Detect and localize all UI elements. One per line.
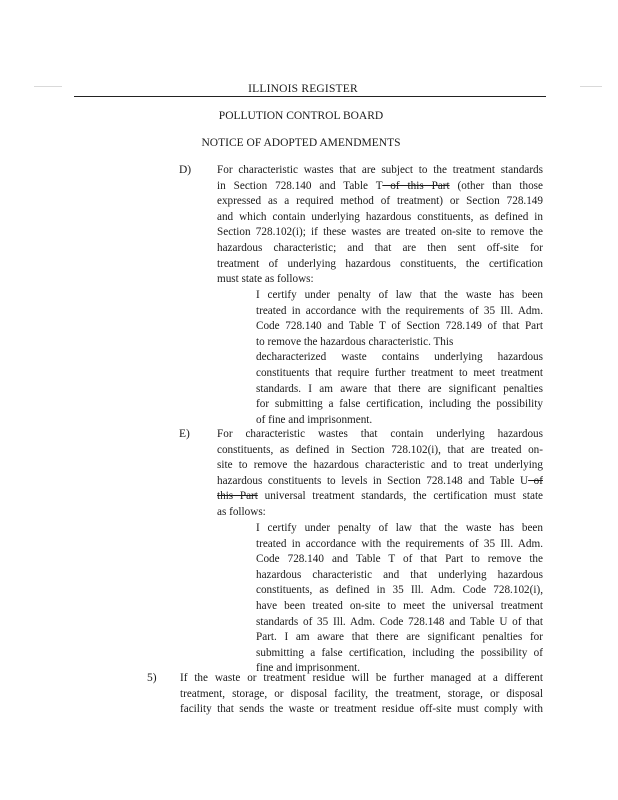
quote-line: to remove the hazardous characteristic. This: [256, 335, 454, 348]
item-d-line: must state as follows:: [217, 273, 314, 286]
item-d-certification: [256, 288, 543, 428]
deleted-text: of: [528, 474, 543, 487]
quote-line: hazardous characteristic and that underlying hazardous: [256, 568, 543, 581]
item-d-line: [217, 179, 543, 195]
item-d-label: D): [179, 164, 192, 176]
quote-line: Part. I am aware that there are significant penalties for: [256, 631, 543, 644]
quote-line: constituents that require further treatment to meet treatment: [256, 366, 543, 379]
item-e-certification: [256, 521, 543, 677]
item-5-label: 5): [147, 672, 157, 684]
header-rule: [74, 96, 546, 97]
item-d-line-text: in Section 728.140 and Table T: [217, 179, 383, 192]
item-e-paragraph: [217, 427, 543, 521]
quote-line: submitting a false certification, including the possibility of: [256, 646, 543, 659]
quote-line: have been treated on-site to meet the universal treatment: [256, 599, 543, 612]
item-d-line: treatment of underlying hazardous constituents, the certification: [217, 257, 543, 270]
item-d-line: and which contain underlying hazardous constituents, as defined in: [217, 210, 543, 223]
item-d-paragraph: [217, 163, 543, 288]
item-e-line: For characteristic wastes that contain underlying hazardous: [217, 428, 543, 440]
item-e-label: E): [179, 428, 190, 440]
item-e-line: constituents, as defined in Section 728.102(i), that are treated on-: [217, 443, 543, 456]
quote-line: Code 728.140 and Table T of that Part to remove the: [256, 553, 543, 566]
item-e-line: [217, 474, 543, 490]
quote-line: treated in accordance with the requirements of 35 Ill. Adm.: [256, 304, 543, 317]
item-d-line: Section 728.102(i); if these wastes are treated on-site to remove the: [217, 226, 543, 239]
quote-line: of fine and imprisonment.: [256, 413, 373, 426]
item-e-line-text: hazardous constituents to levels in Section 728.148 and Table U: [217, 474, 529, 487]
quote-line: standards. I am aware that there are significant penalties: [256, 382, 543, 395]
item-e-line: [217, 489, 543, 505]
quote-line: standards of 35 Ill. Adm. Code 728.148 and Table U of that: [256, 615, 543, 628]
item-e-line-text: universal treatment standards, the certification must state: [264, 490, 544, 503]
quote-line: I certify under penalty of law that the waste has been: [256, 289, 543, 301]
quote-line: Code 728.140 and Table T of Section 728.149 of that Part: [256, 320, 543, 333]
item-d-line: hazardous characteristic; and that are then sent off-site for: [217, 241, 543, 254]
item-e-line: site to remove the hazardous characteristic and to treat underlying: [217, 459, 543, 472]
quote-line: constituents, as defined in 35 Ill. Adm. Code 728.102(i),: [256, 584, 543, 597]
notice-title: NOTICE OF ADOPTED AMENDMENTS: [201, 137, 401, 149]
quote-line: for submitting a false certification, including the possibility: [256, 398, 543, 411]
item-5-line: If the waste or treatment residue will be further managed at a different: [180, 672, 543, 684]
item-d-line: For characteristic wastes that are subject to the treatment standards: [217, 164, 543, 176]
item-d-line: expressed as a required method of treatment) or Section 728.149: [217, 195, 543, 208]
deleted-text: this Part: [217, 490, 258, 503]
quote-line: fine and imprisonment.: [256, 662, 361, 675]
item-5-line: facility that sends the waste or treatment residue off-site must comply with: [180, 703, 543, 716]
quote-line: decharacterized waste contains underlying hazardous: [256, 351, 543, 364]
deleted-text: of this Part: [382, 179, 450, 192]
register-title: ILLINOIS REGISTER: [248, 83, 358, 95]
quote-line: treated in accordance with the requirements of 35 Ill. Adm.: [256, 537, 543, 550]
item-5-line: treatment, storage, or disposal facility, the treatment, storage, or disposal: [180, 687, 543, 700]
item-e-line: as follows:: [217, 505, 266, 518]
item-d-line-text: (other than those: [449, 179, 543, 192]
agency-title: POLLUTION CONTROL BOARD: [218, 110, 384, 122]
quote-line: I certify under penalty of law that the waste has been: [256, 522, 543, 534]
item-5-paragraph: [180, 671, 543, 718]
